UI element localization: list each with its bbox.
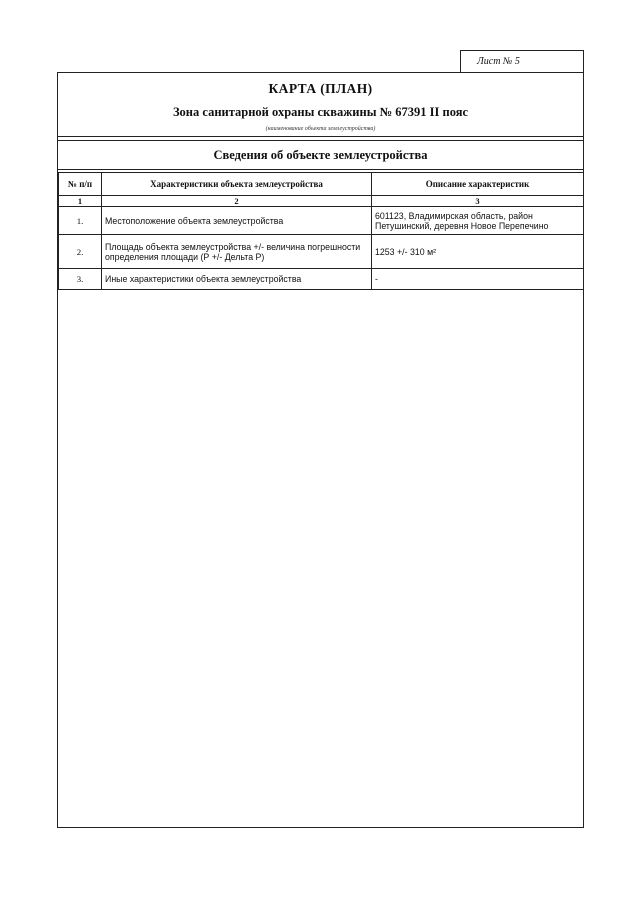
column-number: 2 [102, 196, 372, 207]
document-title: КАРТА (ПЛАН) [268, 81, 373, 96]
sheet-number-label: Лист № 5 [460, 50, 584, 72]
row-characteristic: Площадь объекта землеустройства +/- величина погрешности определения площади (Р +/- Дельта Р) [102, 235, 372, 269]
row-characteristic: Местоположение объекта землеустройства [102, 207, 372, 235]
document-header [58, 73, 583, 137]
row-description: 601123, Владимирская область, район Петушинский, деревня Новое Перепечино [372, 207, 584, 235]
column-number: 1 [59, 196, 102, 207]
row-number: 3. [59, 269, 102, 290]
section-header [58, 140, 583, 170]
row-number: 1. [59, 207, 102, 235]
table-header-row [59, 173, 584, 196]
table-row [59, 235, 584, 269]
object-info-table [58, 172, 584, 290]
table-row [59, 269, 584, 290]
document-frame [57, 72, 584, 828]
row-description: - [372, 269, 584, 290]
object-name-caption: (наименование объекта землеустройства) [265, 126, 376, 132]
row-number: 2. [59, 235, 102, 269]
section-title: Сведения об объекте землеустройства [213, 148, 428, 162]
row-characteristic: Иные характеристики объекта землеустройства [102, 269, 372, 290]
column-number-row [59, 196, 584, 207]
column-header-number: № п/п [59, 173, 102, 196]
document-subtitle: Зона санитарной охраны скважины № 67391 II пояс [172, 105, 469, 119]
column-header-characteristic: Характеристики объекта землеустройства [102, 173, 372, 196]
column-number: 3 [372, 196, 584, 207]
table-row [59, 207, 584, 235]
column-header-description: Описание характеристик [372, 173, 584, 196]
row-description: 1253 +/- 310 м² [372, 235, 584, 269]
